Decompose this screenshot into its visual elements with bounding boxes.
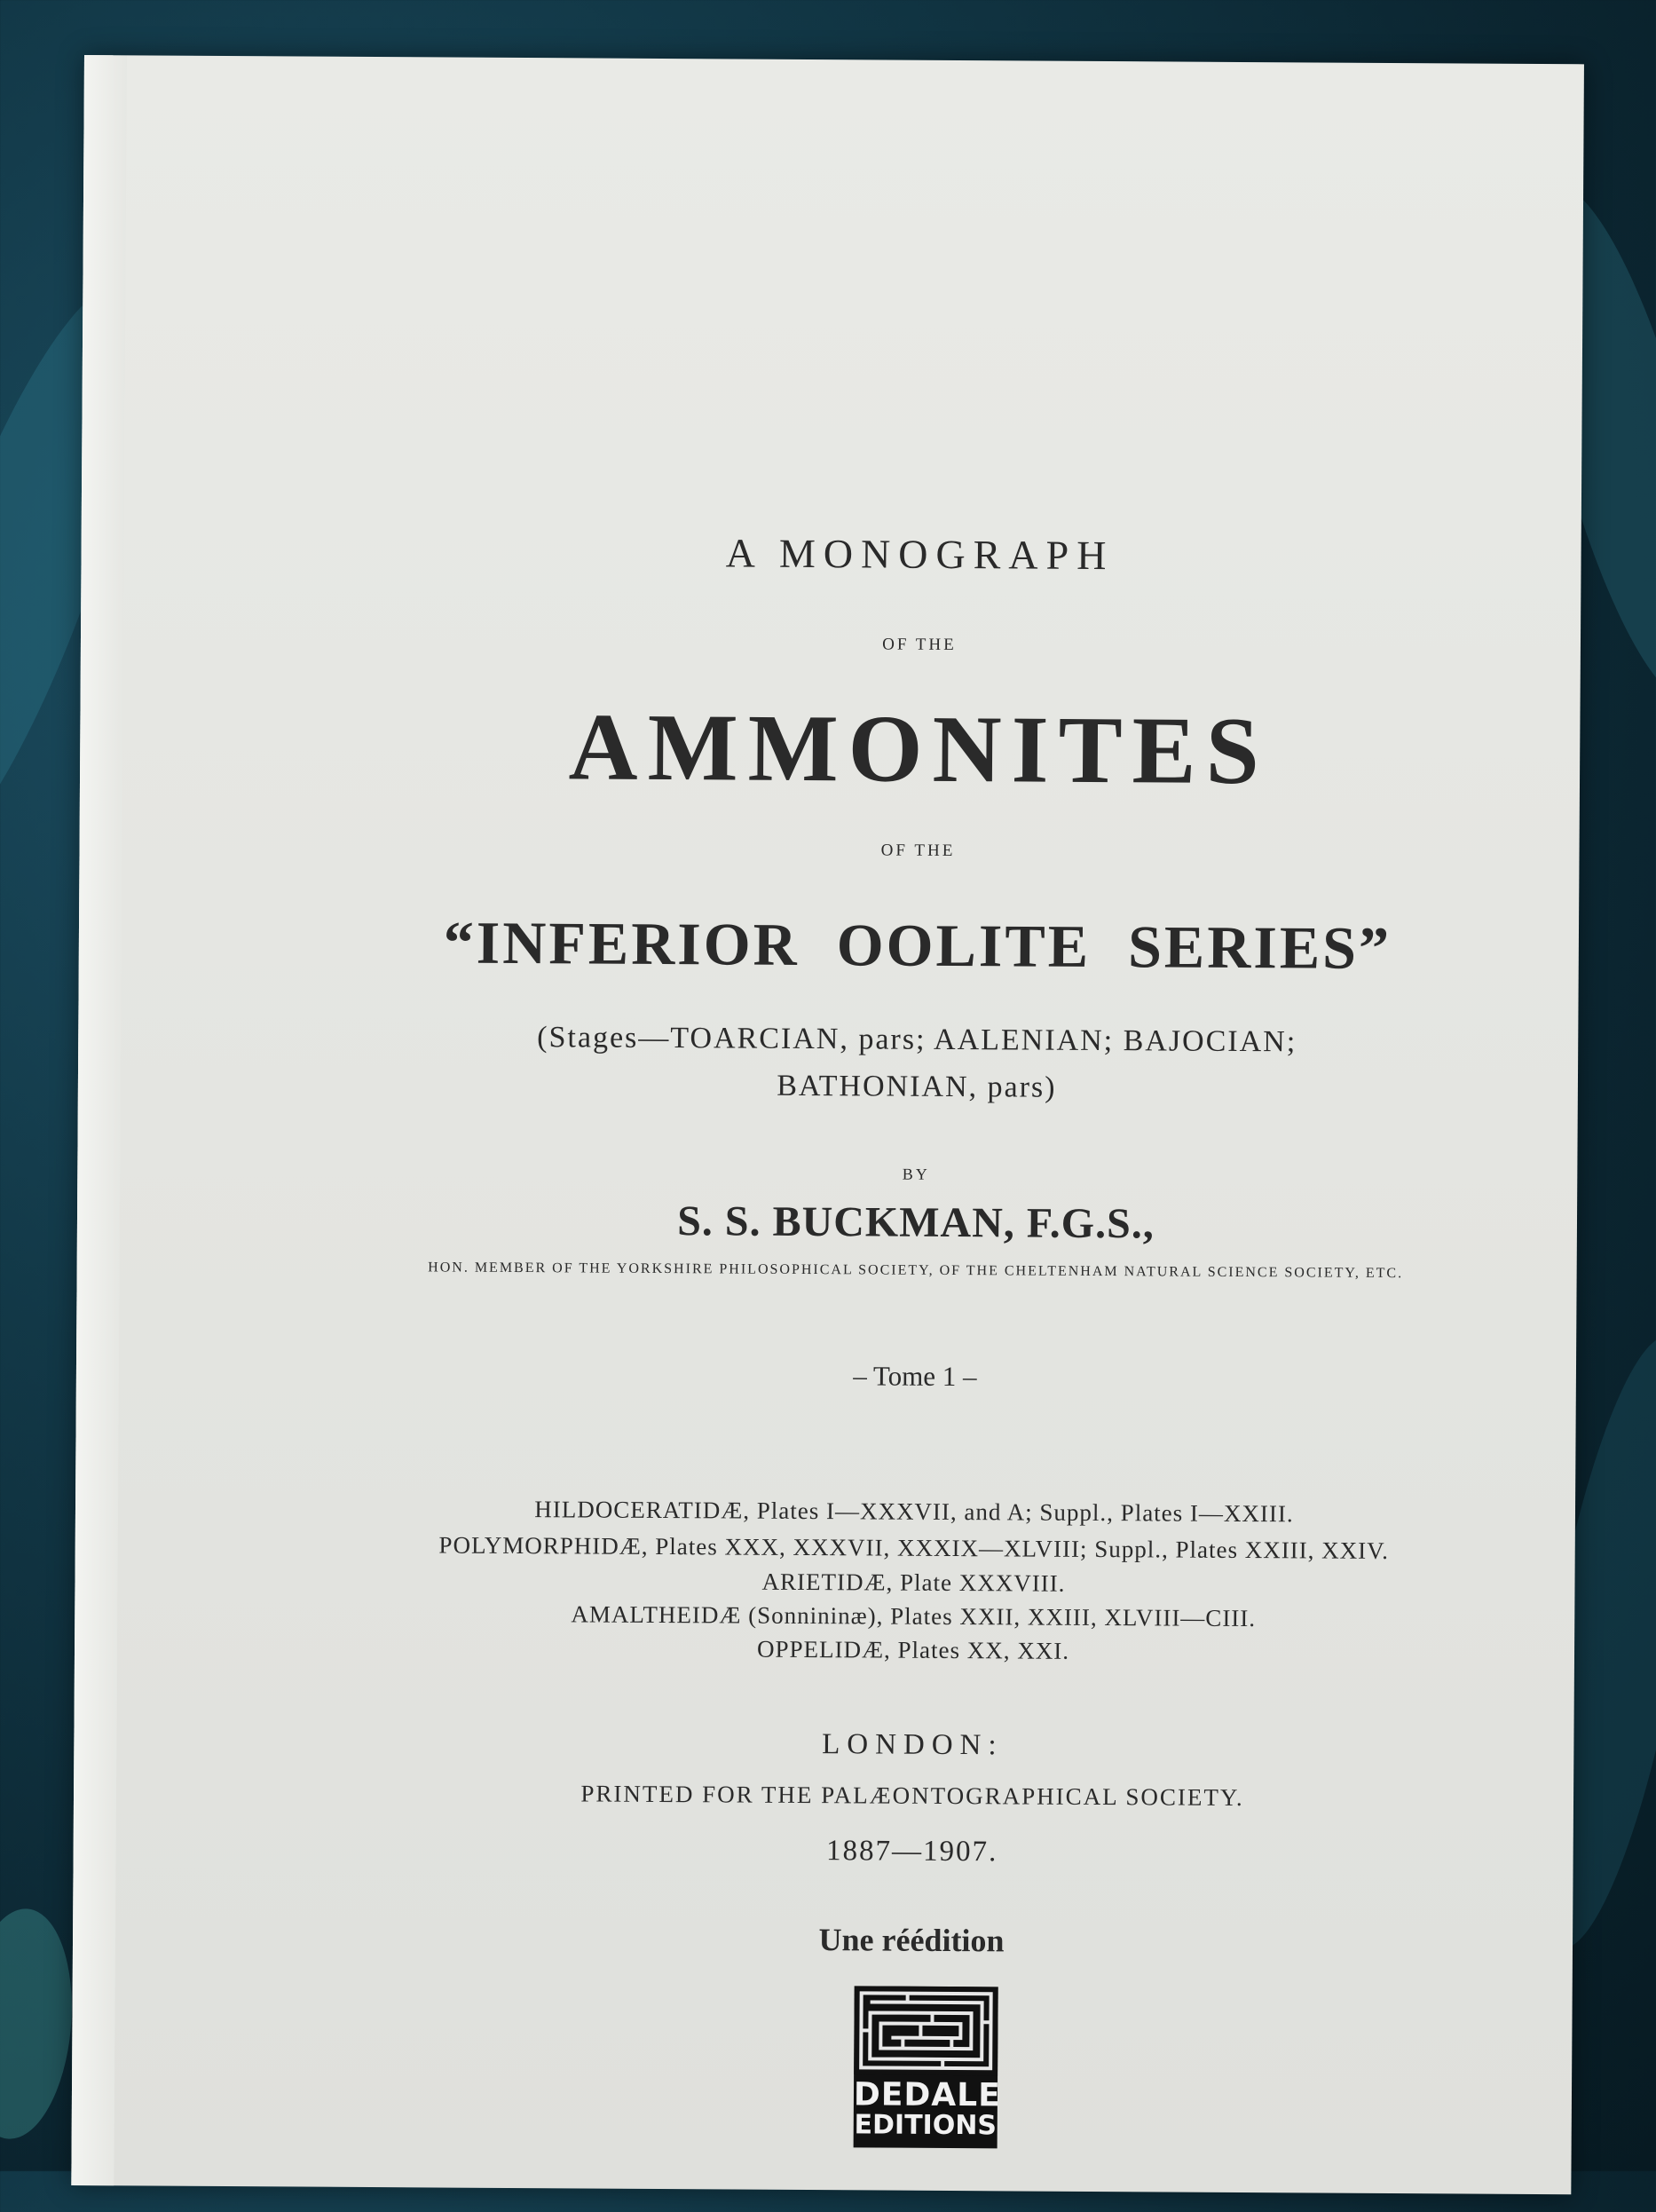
reedition-label: Une réédition bbox=[818, 1922, 1005, 1959]
maze-icon bbox=[854, 1986, 998, 2075]
of-the-text: OF THE bbox=[880, 841, 956, 861]
logo-text-line2: EDITIONS bbox=[854, 2109, 998, 2142]
by-text: BY bbox=[902, 1165, 930, 1183]
volume-label: – Tome 1 – bbox=[853, 1360, 977, 1393]
publisher-logo bbox=[853, 1986, 1001, 2148]
plates-line: OPPELIDÆ, Plates XX, XXI. bbox=[756, 1635, 1070, 1664]
plates-line: AMALTHEIDÆ (Sonnininæ), Plates XXII, XXIII, XLVIII—CIII. bbox=[571, 1600, 1257, 1632]
book-cover bbox=[71, 55, 1584, 2194]
publication-years: 1887—1907. bbox=[825, 1835, 998, 1868]
plates-line: HILDOCERATIDÆ, Plates I—XXXVII, and A; Suppl., Plates I—XXIII. bbox=[534, 1496, 1294, 1528]
main-title: AMMONITES bbox=[568, 694, 1270, 805]
plates-line: ARIETIDÆ, Plate XXXVIII. bbox=[761, 1568, 1066, 1597]
stages-line: (Stages—TOARCIAN, pars; AALENIAN; BAJOCIAN; bbox=[537, 1021, 1297, 1059]
logo-text-line1: DEDALE bbox=[853, 2076, 1001, 2114]
of-the-text: OF THE bbox=[882, 635, 957, 655]
series-title: “INFERIOR OOLITE SERIES” bbox=[443, 908, 1392, 983]
publication-city: LONDON: bbox=[822, 1728, 1004, 1762]
author-name: S. S. BUCKMAN, F.G.S., bbox=[676, 1197, 1155, 1248]
author-affiliation: HON. MEMBER OF THE YORKSHIRE PHILOSOPHICAL SOCIETY, OF THE CHELTENHAM NATURAL SCIENCE SOCIETY, ETC. bbox=[428, 1260, 1404, 1282]
plates-line: POLYMORPHIDÆ, Plates XXX, XXXVII, XXXIX—XLVIII; Suppl., Plates XXIII, XXIV. bbox=[438, 1531, 1390, 1565]
stages-line: BATHONIAN, pars) bbox=[777, 1069, 1057, 1104]
printed-for-text: PRINTED FOR THE PALÆONTOGRAPHICAL SOCIETY. bbox=[580, 1780, 1244, 1812]
fabric-pattern bbox=[0, 1904, 81, 2143]
monograph-heading: A MONOGRAPH bbox=[725, 530, 1115, 579]
title-page-content bbox=[337, 518, 1493, 2212]
